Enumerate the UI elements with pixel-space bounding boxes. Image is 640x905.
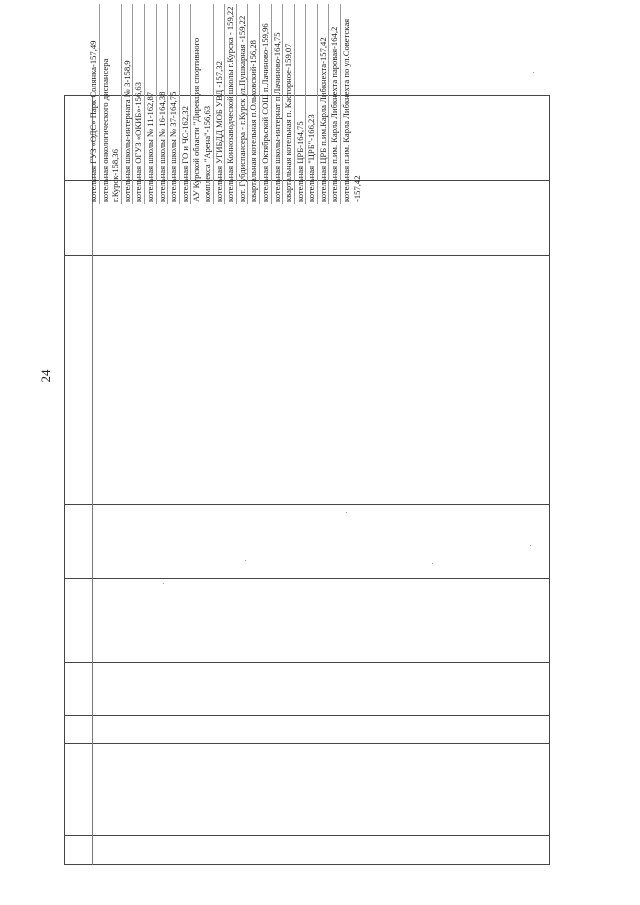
list-item: котельная ГУЗ «ОДС» Парк Солянка-157,49 bbox=[88, 4, 100, 204]
boiler-entries-cell bbox=[88, 4, 550, 204]
list-item: котельная школы № 11-162,87 bbox=[145, 4, 157, 204]
scan-speck bbox=[432, 563, 433, 564]
boiler-entries-list bbox=[88, 4, 362, 204]
list-item: АУ Курской области "Дирекция спортивного комплекса "Арена"-156,63 bbox=[191, 4, 213, 204]
scan-speck bbox=[163, 583, 164, 584]
list-item: котельная онкологического диспансера г.Курск-158,36 bbox=[100, 4, 122, 204]
list-item: котельная ЦРБ-164,75 bbox=[295, 4, 307, 204]
scan-speck bbox=[530, 545, 531, 546]
row-separator bbox=[64, 662, 550, 663]
row-separator bbox=[64, 715, 550, 716]
list-item: котельная ЦРБ п.им.Карла Либкнехта-157,42 bbox=[318, 4, 330, 204]
list-item: котельная п.им. Карла Либкнехта паровая-164,2 bbox=[329, 4, 341, 204]
row-separator bbox=[64, 835, 550, 836]
scan-speck bbox=[533, 72, 534, 73]
list-item: котельная школы-интерната № 3-158,9 bbox=[122, 4, 134, 204]
scan-speck bbox=[346, 512, 347, 513]
scan-speck bbox=[245, 560, 246, 561]
list-item: котельная ОГУЗ «ОКИБ»-156,63 bbox=[133, 4, 145, 204]
list-item: котельная ГО и ЧС-162,32 bbox=[180, 4, 192, 204]
list-item: котельная УГИБДД МОБ УВД -157,32 bbox=[214, 4, 226, 204]
list-item: котельная п.им. Карла Либкнехта по ул.Советская -157,42 bbox=[341, 18, 362, 202]
list-item: котельная Октябрьской СОШ п.Лачиново-159,96 bbox=[260, 4, 272, 204]
list-item: котельная "ЦРБ"-166,23 bbox=[306, 4, 318, 204]
list-item: квартальная котельная п. Касторное-159,07 bbox=[283, 4, 295, 204]
row-separator bbox=[64, 743, 550, 744]
list-item: котельная школы-интернат п.Лачиново-164,75 bbox=[272, 4, 284, 204]
column-separator bbox=[92, 95, 93, 865]
list-item: котельная Коннозаводческой школы г.Курска - 159,22 bbox=[225, 4, 237, 204]
list-item: кот. Губдиспансера - г.Курск ул.Пушкарная -159,22 bbox=[237, 4, 249, 204]
row-separator bbox=[64, 578, 550, 579]
list-item: котельная школы № 16-164,38 bbox=[157, 4, 169, 204]
row-separator bbox=[64, 504, 550, 505]
table-frame bbox=[64, 95, 550, 865]
page-number: 24 bbox=[38, 369, 53, 383]
list-item: котельная школы № 37-164,75 bbox=[168, 4, 180, 204]
list-item: квартальная котельная п.Ольховский-156,28 bbox=[248, 4, 260, 204]
row-separator bbox=[64, 255, 550, 256]
